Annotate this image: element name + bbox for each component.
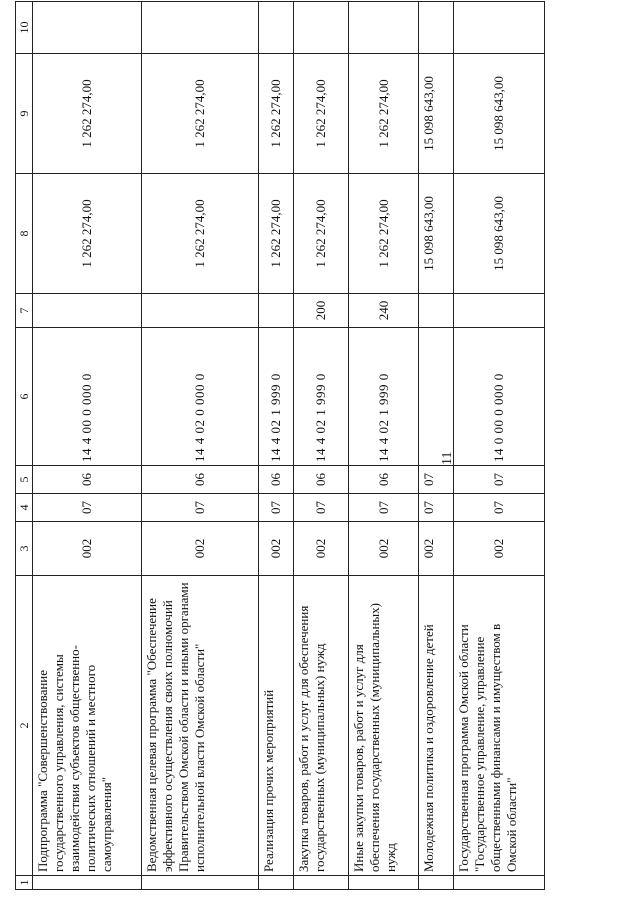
cell-1 [294, 876, 349, 890]
cell-9: 15 098 643,00 [419, 54, 454, 174]
cell-7 [454, 294, 545, 328]
cell-8: 15 098 643,00 [454, 174, 545, 294]
cell-10 [419, 2, 454, 54]
column-header: 4 [16, 494, 33, 522]
cell-10 [349, 2, 419, 54]
cell-3: 002 [349, 522, 419, 576]
cell-1 [454, 876, 545, 890]
cell-3: 002 [454, 522, 545, 576]
cell-1 [259, 876, 294, 890]
cell-5: 06 [142, 466, 259, 494]
table-row [294, 2, 349, 890]
cell-3: 002 [33, 522, 142, 576]
cell-4: 07 [294, 494, 349, 522]
cell-7 [142, 294, 259, 328]
header-row [16, 2, 33, 890]
cell-1 [349, 876, 419, 890]
column-header: 2 [16, 576, 33, 876]
column-header: 5 [16, 466, 33, 494]
cell-6: 14 4 02 0 000 0 [142, 328, 259, 466]
cell-7 [419, 294, 454, 328]
cell-name: Реализация прочих мероприятий [259, 576, 294, 876]
budget-table [15, 1, 545, 890]
cell-name: Закупка товаров, работ и услуг для обеспечения государственных (муниципальных) нужд [294, 576, 349, 876]
cell-10 [142, 2, 259, 54]
cell-8: 1 262 274,00 [294, 174, 349, 294]
cell-8: 1 262 274,00 [259, 174, 294, 294]
cell-3: 002 [294, 522, 349, 576]
cell-1 [142, 876, 259, 890]
cell-6: 14 4 00 0 000 0 [33, 328, 142, 466]
page-number: 11 [440, 451, 455, 465]
cell-5: 07 [454, 466, 545, 494]
cell-5: 06 [33, 466, 142, 494]
cell-10 [454, 2, 545, 54]
cell-name: Ведомственная целевая программа "Обеспечение эффективного осуществления своих полномочий Правительством Омской области и иными органами исполнительной власти Омской области" [142, 576, 259, 876]
cell-5: 06 [259, 466, 294, 494]
cell-name: Молодежная политика и оздоровление детей [419, 576, 454, 876]
cell-4: 07 [259, 494, 294, 522]
cell-name: Подпрограмма "Совершенствование государственного управления, системы взаимодействия субъектов общественно-политических отношений и местного самоуправления" [33, 576, 142, 876]
cell-7 [33, 294, 142, 328]
cell-9: 1 262 274,00 [142, 54, 259, 174]
table-row [454, 2, 545, 890]
cell-7 [259, 294, 294, 328]
cell-9: 1 262 274,00 [259, 54, 294, 174]
table-row [349, 2, 419, 890]
cell-3: 002 [259, 522, 294, 576]
cell-5: 07 [419, 466, 454, 494]
table-row [259, 2, 294, 890]
cell-4: 07 [419, 494, 454, 522]
column-header: 6 [16, 328, 33, 466]
cell-name: Иные закупки товаров, работ и услуг для обеспечения государственных (муниципальных) нужд [349, 576, 419, 876]
cell-4: 07 [349, 494, 419, 522]
cell-1 [33, 876, 142, 890]
cell-10 [294, 2, 349, 54]
cell-8: 1 262 274,00 [33, 174, 142, 294]
table-row [419, 2, 454, 890]
cell-4: 07 [33, 494, 142, 522]
column-header: 10 [16, 2, 33, 54]
column-header: 8 [16, 174, 33, 294]
column-header: 7 [16, 294, 33, 328]
cell-4: 07 [454, 494, 545, 522]
cell-7: 240 [349, 294, 419, 328]
cell-5: 06 [294, 466, 349, 494]
cell-9: 1 262 274,00 [294, 54, 349, 174]
cell-4: 07 [142, 494, 259, 522]
cell-6 [419, 328, 454, 466]
cell-8: 1 262 274,00 [142, 174, 259, 294]
cell-10 [259, 2, 294, 54]
cell-6: 14 4 02 1 999 0 [294, 328, 349, 466]
cell-9: 1 262 274,00 [349, 54, 419, 174]
cell-5: 06 [349, 466, 419, 494]
cell-name: Государственная программа Омской области "Государственное управление, управление общественными финансами и имуществом в Омской области" [454, 576, 545, 876]
cell-3: 002 [142, 522, 259, 576]
table-row [33, 2, 142, 890]
cell-6: 14 4 02 1 999 0 [259, 328, 294, 466]
cell-3: 002 [419, 522, 454, 576]
cell-6: 14 4 02 1 999 0 [349, 328, 419, 466]
column-header: 9 [16, 54, 33, 174]
column-header: 1 [16, 876, 33, 890]
cell-1 [419, 876, 454, 890]
cell-8: 15 098 643,00 [419, 174, 454, 294]
cell-9: 15 098 643,00 [454, 54, 545, 174]
column-header: 3 [16, 522, 33, 576]
cell-9: 1 262 274,00 [33, 54, 142, 174]
cell-8: 1 262 274,00 [349, 174, 419, 294]
cell-7: 200 [294, 294, 349, 328]
cell-6: 14 0 00 0 000 0 [454, 328, 545, 466]
table-row [142, 2, 259, 890]
cell-10 [33, 2, 142, 54]
